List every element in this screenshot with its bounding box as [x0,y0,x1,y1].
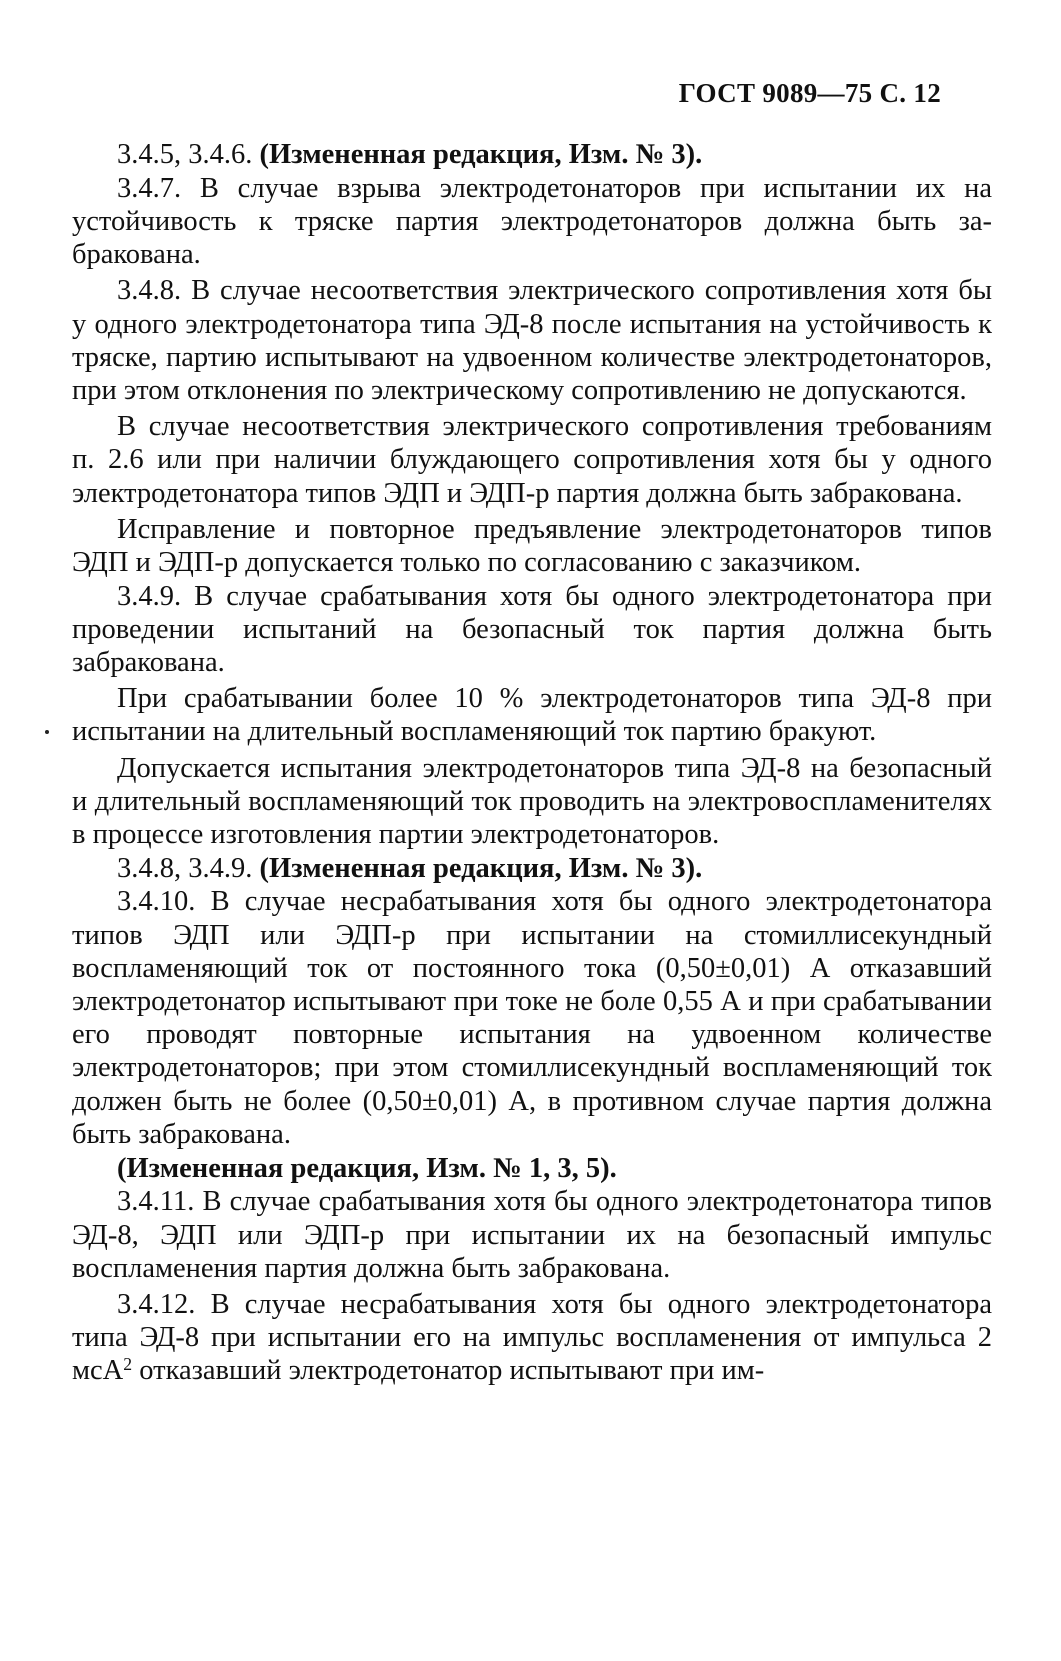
scan-speck [45,730,49,734]
paragraph-text-continued: отказавший электродетонатор испытывают при им- [132,1355,765,1387]
paragraph-text: 3.4.12. В случае несрабатывания хотя бы одного электродетонатора типа ЭД-8 при испытании его на импульс воспламенения от импульса 2 мсА [72,1288,992,1387]
paragraph-3-4-9: 3.4.9. В случае срабатывания хотя бы одного электродетонатора при проведении испытаний на безопасный ток партия должна быть забракована. [72,580,992,679]
paragraph-resistance: В случае несоответствия электрического сопротивления требованиям п. 2.6 или при наличии блуждающего сопротивления хотя бы у одного электродетонатора типов ЭДП и ЭДП-р партия должна быть забракована. [72,411,992,509]
amendment-note: (Измененная редакция, Изм. № 1, 3, 5). [117,1152,617,1184]
paragraph-amendment-3-4-8 [72,852,992,885]
clause-number: 3.4.8, 3.4.9. [117,852,260,884]
paragraph-activation-percent: При срабатывании более 10 % электродетонаторов типа ЭД-8 при испытании на длительный воспламеняющий ток партию бракуют. [72,683,992,748]
clause-number: 3.4.5, 3.4.6. [117,139,260,170]
paragraph-amendment-1-3-5 [72,1152,992,1185]
amendment-note: (Измененная редакция, Изм. № 3). [259,852,703,884]
paragraph-3-4-10: 3.4.10. В случае несрабатывания хотя бы одного электродетонатора типов ЭДП или ЭДП-р при испытании на стомиллисекундный воспламеняющий ток от постоянного тока (0,50±0,01) А отказавший электродетонатор испытывают при токе не боле 0,55 А и при срабатывании его проводят повторные испытания на удвоенном количестве электродетонаторов; при этом стомиллисекундный воспламеняющий ток должен быть не более (0,50±0,01) А, в противном случае партия должна быть забракована. [72,886,992,1150]
paragraph-correction: Исправление и повторное предъявление электродетонаторов типов ЭДП и ЭДП-р допускается только по согласованию с заказчиком. [72,513,992,578]
superscript: 2 [123,1354,133,1375]
paragraph-permitted-tests: Допускается испытания электродетонаторов типа ЭД-8 на безопасный и длительный воспламеняющий ток проводить на электровоспламенителях в процессе изготовления партии электродетонаторов. [72,752,992,851]
page-header: ГОСТ 9089—75 С. 12 [678,78,941,108]
document-body [72,138,992,1388]
paragraph-3-4-11: 3.4.11. В случае срабатывания хотя бы одного электродетонатора типов ЭД-8, ЭДП или ЭДП-р при испытании их на безопасный импульс воспламенения партия должна быть забракована. [72,1186,992,1284]
amendment-note: (Измененная редакция, Изм. № 3). [259,139,703,170]
paragraph-3-4-12 [72,1288,992,1388]
paragraph-3-4-7: 3.4.7. В случае взрыва электродетонаторов при испытании их на устойчивость к тряске партия электродетонаторов должна быть забракована. [72,172,992,271]
paragraph-amendment-3-4-5 [72,138,992,171]
paragraph-3-4-8: 3.4.8. В случае несоответствия электрического сопротивления хотя бы у одного электродетонатора типа ЭД-8 после испытания на устойчивость к тряске, партию испытывают на удвоенном количестве электродетонаторов, при этом отклонения по электрическому сопротивлению не допускаются. [72,275,992,406]
